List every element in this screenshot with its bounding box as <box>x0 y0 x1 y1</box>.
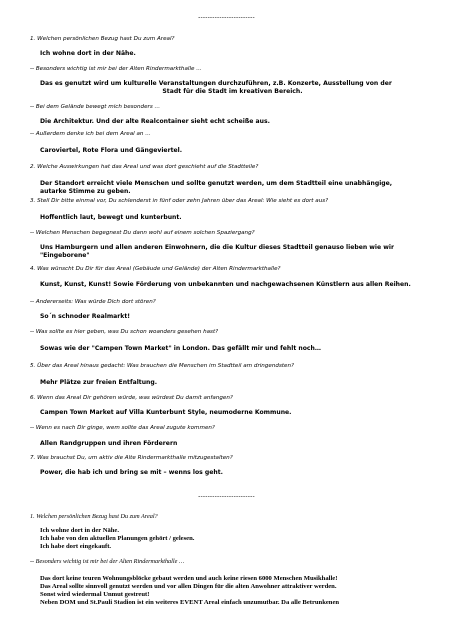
answer-10 <box>40 345 425 353</box>
answer-line: Das dort keine teuren Wohnungsblöcke gebaut werden und auch keine riesen 6000 Menschen Musikhalle! <box>40 575 338 582</box>
question-2-repeat: -- Besonders wichtig ist mir bei der Alten Rindermarkthalle … <box>30 558 185 565</box>
question-14: 7. Was brauchst Du, um aktiv die Alte Rindermarkthalle mitzugestalten? <box>30 455 233 461</box>
separator: ------------------------ <box>198 14 255 21</box>
answer-line: So´n schnoder Realmarkt! <box>40 313 131 320</box>
question-10: -- Was sollte es hier geben, was Du schon woanders gesehen hast? <box>30 329 219 335</box>
answer-line: Campen Town Market auf Villa Kunterbunt Style, neumoderne Kommune. <box>40 409 292 416</box>
answer-line: Die Architektur. Und der alte Realcontainer sieht echt scheiße aus. <box>40 118 270 125</box>
answer-line: Power, die hab ich und bring se mit – wenns los geht. <box>40 469 223 476</box>
answer-line: Ich wohne dort in der Nähe. <box>40 527 120 534</box>
answer-line: Ich wohne dort in der Nähe. <box>40 50 136 57</box>
question-7: -- Welchen Menschen begegnest Du dann wohl auf einem solchen Spaziergang? <box>30 230 255 236</box>
question-3: -- Bei dem Gelände bewegt mich besonders … <box>30 104 161 110</box>
answer-line: Das es genutzt wird um kulturelle Veranstaltungen durchzuführen, z.B. Konzerte, Ausstellung von der <box>40 80 392 87</box>
answer-1-repeat <box>40 527 435 551</box>
answer-line: Kunst, Kunst, Kunst! Sowie Förderung von unbekannten und nachgewachsenen Künstlern aus allen Reihen. <box>40 281 411 288</box>
question-9: -- Andererseits: Was würde Dich dort stören? <box>30 299 156 305</box>
answer-line: Ich habe dort eingekauft. <box>40 543 112 550</box>
answer-12 <box>40 409 425 417</box>
answer-13 <box>40 440 425 448</box>
answer-1 <box>40 50 425 58</box>
answer-line: Ich habe von den aktuellen Planungen gehört / gelesen. <box>40 535 195 542</box>
answer-line: Neben DOM und St.Pauli Stadion ist ein weiteres EVENT Areal einfach unzumutbar. Da alle Betrunkenen <box>40 599 340 606</box>
answer-line: Sonst wird wiedermal Unmut gestreut! <box>40 591 150 598</box>
answer-line: Uns Hamburgern und allen anderen Einwohnern, die die Kultur dieses Stadtteil genauso lieben wie wir <box>40 244 394 251</box>
question-13: -- Wenn es nach Dir ginge, wem sollte das Areal zugute kommen? <box>30 425 215 431</box>
answer-line: "Eingeborene" <box>40 251 90 259</box>
question-11: 5. Über das Areal hinaus gedacht: Was brauchen die Menschen im Stadtteil am dringendsten? <box>30 363 295 369</box>
answer-7 <box>40 244 425 259</box>
answer-line: Caroviertel, Rote Flora und Gängeviertel. <box>40 147 183 154</box>
answer-5 <box>40 180 425 195</box>
question-1: 1. Welchen persönlichen Bezug hast Du zum Areal? <box>30 36 175 42</box>
answer-line: autarke Stimme zu geben. <box>40 187 131 195</box>
question-8: 4. Was wünscht Du Dir für das Areal (Gebäude und Gelände) der Alten Rindermarkthalle? <box>30 266 281 272</box>
question-4: -- Außerdem denke ich bei dem Areal an … <box>30 131 151 137</box>
answer-14 <box>40 469 425 477</box>
answer-line: Hoffentlich laut, bewegt und kunterbunt. <box>40 214 182 221</box>
question-5: 2. Welche Auswirkungen hat das Areal und was dort geschieht auf die Stadtteile? <box>30 164 259 170</box>
question-6: 3. Stell Dir bitte einmal vor, Du schlenderst in fünf oder zehn Jahren über das Areal: Wie sieht es dort aus? <box>30 198 329 204</box>
answer-4 <box>40 147 425 155</box>
answer-6 <box>40 214 425 222</box>
answer-11 <box>40 379 425 387</box>
answer-2 <box>40 80 425 95</box>
answer-3 <box>40 118 425 126</box>
answer-line: Stadt für die Stadt im kreativen Bereich. <box>162 87 303 95</box>
question-1-repeat: 1. Welchen persönlichen Bezug hast Du zum Areal? <box>30 513 158 520</box>
answer-2-repeat <box>40 575 435 607</box>
answer-line: Sowas wie der "Campen Town Market" in London. Das gefällt mir und fehlt noch… <box>40 345 321 352</box>
answer-line: Der Standort erreicht viele Menschen und sollte genutzt werden, um dem Stadtteil eine unabhängige, <box>40 180 393 187</box>
question-2: -- Besonders wichtig ist mir bei der Alten Rindermarkthalle … <box>30 66 202 72</box>
answer-line: Das Areal sollte sinnvoll genutzt werden und vor allen Dingen für die alten Anwohner attraktiver werden. <box>40 583 337 590</box>
question-12: 6. Wenn das Areal Dir gehören würde, was würdest Du damit anfangen? <box>30 395 233 401</box>
separator: ------------------------ <box>198 493 255 500</box>
answer-8 <box>40 281 425 289</box>
answer-line: Allen Randgruppen und ihren Förderern <box>40 440 178 447</box>
answer-line: Mehr Plätze zur freien Entfaltung. <box>40 379 158 386</box>
answer-9 <box>40 313 425 321</box>
